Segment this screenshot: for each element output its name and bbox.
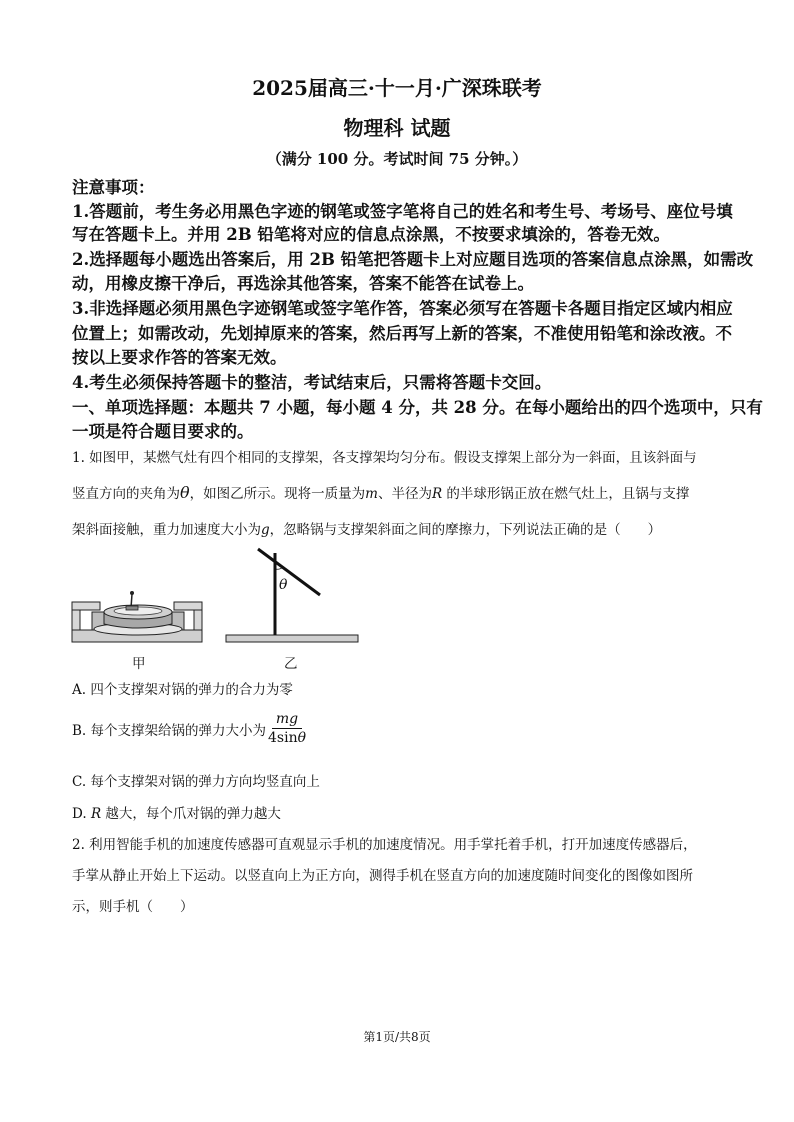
exam-title: 2025届高三·十一月·广深珠联考 <box>252 76 542 100</box>
notes-line: 4.考生必须保持答题卡的整洁，考试结束后，只需将答题卡交回。 <box>72 373 552 392</box>
support-frame-figure <box>220 545 365 650</box>
exam-subject: 物理科 试题 <box>343 116 451 140</box>
figure-label-jia: 甲 <box>132 656 146 672</box>
notes-heading: 注意事项： <box>72 178 155 197</box>
figure-label-yi: 乙 <box>284 656 298 672</box>
stove-figure <box>70 582 206 644</box>
q1-option-b: B. 每个支撑架给锅的弹力大小为 $\frac{mg}{4\sin\theta}$ <box>72 711 307 746</box>
notes-line: 3.非选择题必须用黑色字迹钢笔或签字笔作答，答案必须写在答题卡各题目指定区域内相应 <box>72 299 733 318</box>
q2-text-line: 2. 利用智能手机的加速度传感器可直观显示手机的加速度情况。用手掌托着手机，打开加速度传感器后， <box>72 837 697 853</box>
notes-line: 位置上；如需改动，先划掉原来的答案，然后再写上新的答案，不准使用铅笔和涂改液。不 <box>72 324 732 343</box>
section-heading: 一、单项选择题：本题共 7 小题，每小题 4 分，共 28 分。在每小题给出的四个选项中，只有 <box>72 398 763 417</box>
q1-text-line: 1. 如图甲，某燃气灶有四个相同的支撑架，各支撑架均匀分布。假设支撑架上部分为一斜面，且该斜面与 <box>72 450 697 466</box>
figure-theta-label: θ <box>279 577 288 593</box>
notes-line: 1.答题前，考生务必用黑色字迹的钢笔或签字笔将自己的姓名和考生号、考场号、座位号填 <box>72 202 733 221</box>
page-number: 第1页/共8页 <box>363 1030 431 1044</box>
theta-symbol: θ <box>180 483 190 502</box>
q1-option-a: A. 四个支撑架对锅的弹力的合力为零 <box>72 682 293 698</box>
q1-text-line: 竖直方向的夹角为θ，如图乙所示。现将一质量为m、半径为R 的半球形锅正放在燃气灶上，且锅与支撑 <box>72 483 690 502</box>
q1-option-c: C. 每个支撑架对锅的弹力方向均竖直向上 <box>72 774 320 790</box>
section-heading-cont: 一项是符合题目要求的。 <box>72 422 254 441</box>
q2-text-line: 示，则手机（ ） <box>72 899 194 915</box>
notes-line: 2.选择题每小题选出答案后，用 2B 铅笔把答题卡上对应题目选项的答案信息点涂黑，如需改 <box>72 250 754 269</box>
notes-line: 动，用橡皮擦干净后，再选涂其他答案，答案不能答在试卷上。 <box>72 274 534 293</box>
q1-option-d: D. R 越大，每个爪对锅的弹力越大 <box>72 806 281 822</box>
notes-line: 写在答题卡上。并用 2B 铅笔将对应的信息点涂黑，不按要求填涂的，答卷无效。 <box>72 225 670 244</box>
q2-text-line: 手掌从静止开始上下运动。以竖直向上为正方向，测得手机在竖直方向的加速度随时间变化的图像如图所 <box>72 868 693 884</box>
fraction-mg-over-4sin-theta: $\frac{mg}{4\sin\theta}$ <box>268 711 307 746</box>
exam-meta: （满分 100 分。考试时间 75 分钟。） <box>266 150 528 168</box>
q1-text-line: 架斜面接触，重力加速度大小为g，忽略锅与支撑架斜面之间的摩擦力，下列说法正确的是（ ） <box>72 522 662 538</box>
notes-line: 按以上要求作答的答案无效。 <box>72 348 287 367</box>
